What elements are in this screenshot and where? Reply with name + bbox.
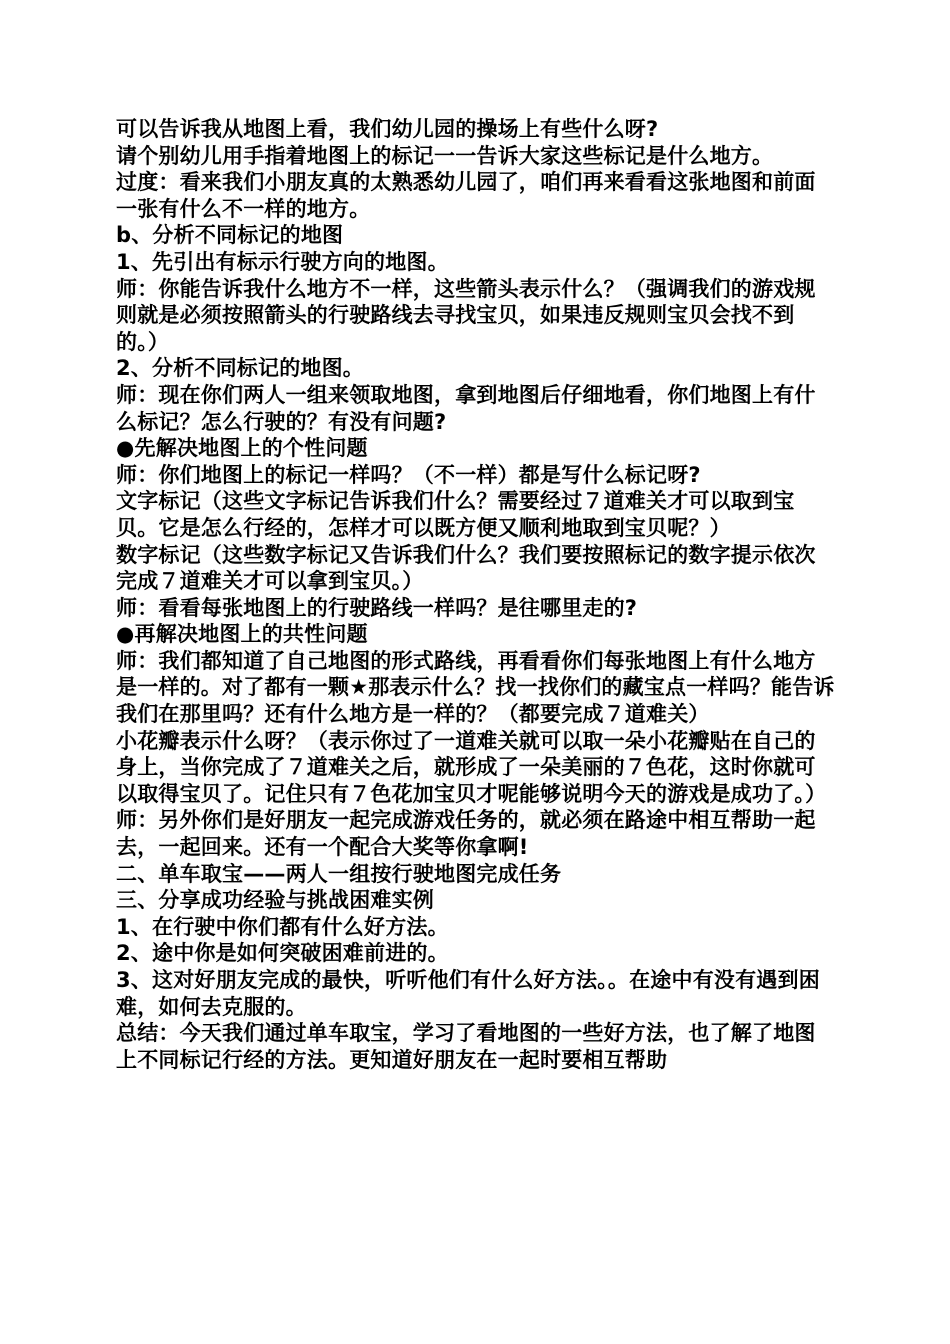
- paragraph-section-3: 三、分享成功经验与挑战困难实例: [116, 888, 434, 913]
- paragraph-point-marks: 请个别幼儿用手指着地图上的标记一一告诉大家这些标记是什么地方。: [116, 143, 774, 168]
- paragraph-transition: 过度：看来我们小朋友真的太熟悉幼儿园了，咱们再来看看这张地图和前面一张有什么不一样的地方。: [116, 170, 816, 221]
- paragraph-teacher-arrows: 师：你能告诉我什么地方不一样，这些箭头表示什么？（强调我们的游戏规则就是必须按照箭头的行驶路线去寻找宝贝，如果违反规则宝贝会找不到的。）: [116, 276, 816, 354]
- paragraph-text-marks: 文字标记（这些文字标记告诉我们什么？需要经过７道难关才可以取到宝贝。它是怎么行经的，怎样才可以既方便又顺利地取到宝贝呢？）: [116, 489, 795, 540]
- paragraph-map-question: 可以告诉我从地图上看，我们幼儿园的操场上有些什么呀?: [116, 117, 659, 141]
- paragraph-teacher-pairs: 师：现在你们两人一组来领取地图，拿到地图后仔细地看，你们地图上有什么标记？怎么行驶的？有没有问题?: [116, 382, 816, 434]
- paragraph-teacher-friends: 师：另外你们是好朋友一起完成游戏任务的，就必须在路途中相互帮助一起去，一起回来。还有一个配合大奖等你拿啊!: [116, 808, 816, 860]
- paragraph-teacher-routes: 师：看看每张地图上的行驶路线一样吗？是往哪里走的?: [116, 595, 638, 620]
- paragraph-share-3: 3、这对好朋友完成的最快，听听他们有什么好方法。。在途中有没有遇到困难，如何去克服的。: [116, 968, 820, 1019]
- document-body: [116, 116, 836, 1073]
- paragraph-step-2: 2、分析不同标记的地图。: [116, 356, 365, 381]
- paragraph-number-marks: 数字标记（这些数字标记又告诉我们什么？我们要按照标记的数字提示依次完成７道难关才可以拿到宝贝。）: [116, 542, 816, 594]
- paragraph-section-b: b、分析不同标记的地图: [116, 223, 344, 248]
- paragraph-step-1: 1、先引出有标示行驶方向的地图。: [116, 249, 449, 274]
- paragraph-section-2: 二、单车取宝——两人一组按行驶地图完成任务: [116, 861, 562, 886]
- paragraph-common-issues: ●再解决地图上的共性问题: [116, 622, 368, 647]
- paragraph-teacher-star: 师：我们都知道了自己地图的形式路线，再看看你们每张地图上有什么地方是一样的。对了都有一颗★那表示什么？找一找你们的藏宝点一样吗？能告诉我们在那里吗？还有什么地方是一样的？（都要完成７道难关）: [116, 648, 835, 727]
- paragraph-individual-issues: ●先解决地图上的个性问题: [116, 436, 368, 461]
- paragraph-share-1: 1、在行驶中你们都有什么好方法。: [116, 914, 449, 939]
- paragraph-share-2: 2、途中你是如何突破困难前进的。: [116, 941, 449, 966]
- paragraph-petals: 小花瓣表示什么呀？（表示你过了一道难关就可以取一朵小花瓣贴在自己的身上，当你完成了７道难关之后，就形成了一朵美丽的７色花，这时你就可以取得宝贝了。记住只有７色花加宝贝才呢能够说明今天的游戏是成功了。）: [116, 728, 827, 806]
- paragraph-summary: 总结：今天我们通过单车取宝，学习了看地图的一些好方法，也了解了地图上不同标记行经的方法。更知道好朋友在一起时要相互帮助: [116, 1021, 816, 1072]
- paragraph-teacher-marks: 师：你们地图上的标记一样吗？（不一样）都是写什么标记呀?: [116, 462, 701, 487]
